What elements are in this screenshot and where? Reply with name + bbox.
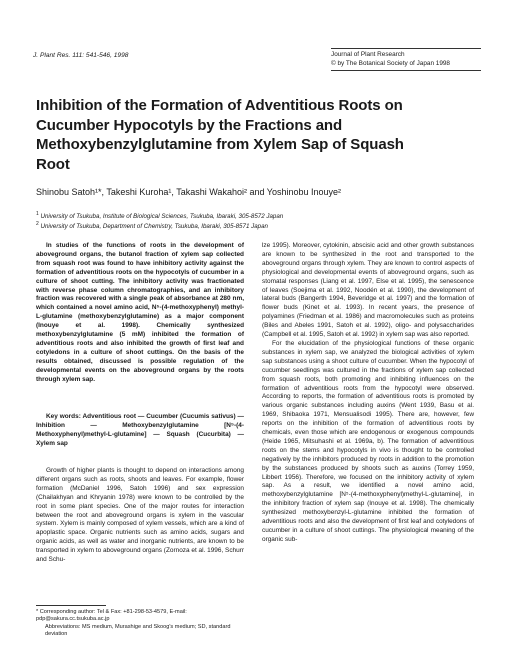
right-column <box>262 242 474 545</box>
affiliation-2 <box>36 220 476 231</box>
journal-citation: J. Plant Res. 111: 541-546, 1998 <box>33 52 129 59</box>
footnote <box>36 609 244 639</box>
affiliation-mark: 2 <box>36 221 39 227</box>
journal-name: Journal of Plant Research <box>331 51 405 58</box>
introduction-left-column <box>36 467 244 565</box>
abstract <box>36 242 244 385</box>
affiliation-text: University of Tsukuba, Institute of Biological Sciences, Tsukuba, Ibaraki, 305-8572 Japan <box>40 213 284 221</box>
intro-paragraph: Growth of higher plants is thought to depend on interactions among different organs such as roots, shoots and leaves. For example, flower formation (McDaniel 1996, Satoh 1996) and sex expression (Chailakhyan and Khryanin 1978) were known to be controlled by the root in some plant species. One of the major routes for interaction between the root and aboveground organs is xylem in the vascular system. Xylem is mainly composed of xylem vessels, which are a kind of apoplastic space. Organic nutrients such as amino acids, sugars and organic acids, as well as water and inorganic nutrients, are known to be transported in xylem to aboveground organs (Zornoza et al. 1996, Schurr and Schu- <box>36 467 244 564</box>
journal-masthead <box>331 48 481 71</box>
keywords-text: Key words: Adventitious root — Cucumber (Cucumis sativus) — Inhibition — Methoxybenzylglutamine [N⁵-(4-Methoxyphenyl)methyl-L-glutamine] — Squash (Cucurbita) — Xylem sap <box>36 413 244 447</box>
affiliation-mark: 1 <box>36 211 39 217</box>
copyright-line: © by The Botanical Society of Japan 1998 <box>331 59 450 67</box>
abbreviations-note: Abbreviations: MS medium, Murashige and Skoog's medium; SD, standard deviation <box>45 623 231 638</box>
body-paragraph: lze 1995). Moreover, cytokinin, abscisic acid and other growth substances are known to be synthesized in the root and transported to the aboveground organs through xylem. They are known to control aspects of physiological and developmental events of aboveground organs, such as stomatal responses (Liang et al. 1997, Else et al. 1995), the senescence of leaves (Soejima et al. 1992, Noodén et al. 1990), the development of lateral buds (Bangerth 1994, Beveridge et al. 1997) and the formation of flower buds (Kinet et al. 1993). In recent years, the presence of polyamines (Friedman et al. 1986) and macromolecules such as proteins (Biles and Abeles 1991, Satoh et al. 1992), oligo- and polysaccharides (Campbell et al. 1995, Satoh et al. 1992) in xylem sap was also reported. <box>262 242 474 339</box>
keywords <box>36 413 244 449</box>
author-list: Shinobu Satoh¹*, Takeshi Kuroha¹, Takashi Wakahoi² and Yoshinobu Inouye² <box>36 187 342 197</box>
footnote-divider <box>36 605 106 606</box>
body-paragraph: For the elucidation of the physiological functions of these organic substances in xylem sap, we analyzed the biological activities of xylem sap substances using a shoot culture of cucumber. When the hypocotyl of cucumber seedlings was cultured in the fractions of xylem sap collected from squash roots, both promoting and inhibiting influences on the formation of adventitious roots from the hypocotyl were observed. According to reports, the formation of adventitious roots is promoted by various organic substances including auxins (Went 1939, Basu et al. 1969, Shibaoka 1971, Mensualisodi 1995). There are, however, few reports on the inhibition of the formation of adventitious roots by chemicals, even those which are endogenous or exogenous compounds (Heide 1965, Mitsuhashi et al. 1969a, b). The formation of adventitious roots on the stems and hypocotyls in vivo is thought to be controlled negatively by the inhibitors produced by roots in addition to the promotion by the substances produced by shoots such as auxins (Torrey 1959, Libbert 1956). Therefore, we focused on the inhibitory activity of xylem sap. As a result, we identified a novel amino acid, methoxybenzylglutamine [N⁵-(4-methoxyphenyl)methyl-L-glutamine], in the inhibitory fraction of xylem sap (Inouye et al. 1998). The chemically synthesized methoxybenzyl-L-glutamine inhibited the formation of adventitious roots and also the development of first leaf and cotyledons of cucumber in a culture of shoot cuttings. The physiological meaning of the organic sub- <box>262 339 474 543</box>
affiliation-text: University of Tsukuba, Department of Chemistry, Tsukuba, Ibaraki, 305-8571 Japan <box>40 223 268 231</box>
corresponding-author-note: * Corresponding author: Tel & Fax: +81-298-53-4579, E-mail: pdp@sakura.cc.tsukuba.ac.jp <box>36 609 187 623</box>
abstract-text: In studies of the functions of roots in the development of aboveground organs, the butanol fraction of xylem sap collected from squash root was found to have inhibitory activity against the formation of adventitious roots on the hypocotyls of cucumber in a culture of shoot cutting. The inhibitory activity was fractionated with reverse phase column chromatographies, and an inhibitory fraction was recovered with a single peak of absorbance at 280 nm, which contained a novel amino acid, N⁵-(4-methoxyphenyl) methyl-L-glutamine (methoxybenzylglutamine) as a major component (Inouye et al. 1998). Chemically synthesized methoxybenzylglutamine (5 mM) inhibited the formation of adventitious roots and also inhibited the growth of first leaf and cotyledons in a culture of shoot cuttings. On the basis of the results obtained, discussed is possible regulation of the developmental events on the aboveground organs by the roots through xylem sap. <box>36 242 244 383</box>
article-title: Inhibition of the Formation of Adventitious Roots on Cucumber Hypocotyls by the Fractions and Methoxybenzylglutamine from Xylem Sap of Squash Root <box>36 97 404 173</box>
